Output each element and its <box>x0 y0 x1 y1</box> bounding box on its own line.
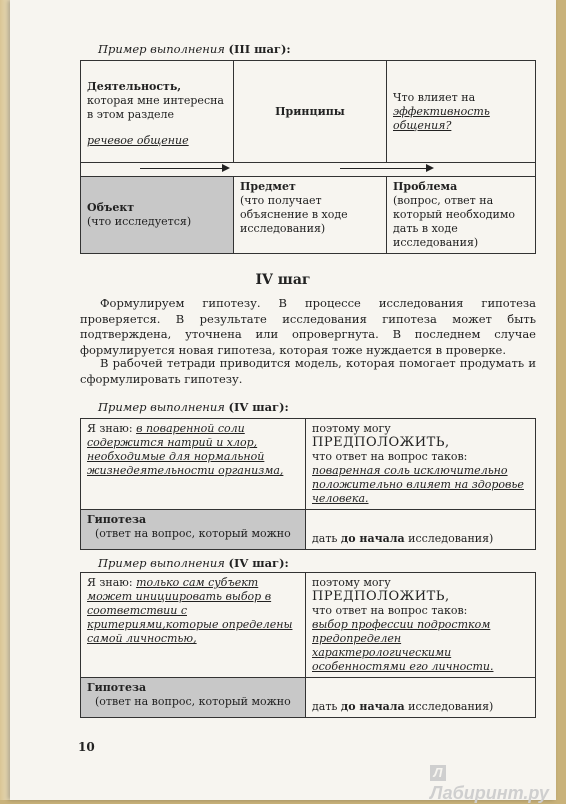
know-cell <box>81 573 306 678</box>
suppose-value: выбор профессии подростком предопределен характерологическими особенностями его личности. <box>312 618 494 673</box>
subject-description: (что получает объяснение в ходе исследования) <box>240 194 348 235</box>
suppose-cell <box>306 573 536 678</box>
subject-cell <box>234 177 387 254</box>
know-prefix: Я знаю: <box>87 576 133 589</box>
subject-label: Предмет <box>240 180 296 193</box>
suppose-intro: что ответ на вопрос таков: <box>312 450 468 463</box>
give-prefix: дать <box>312 700 338 713</box>
problem-description: (вопрос, ответ на который необходимо дать в ходе исследования) <box>393 194 516 249</box>
step4-paragraph-2: В рабочей тетради приводится модель, которая помогает продумать и сформулировать гипотезу. <box>80 356 536 386</box>
watermark-logo-icon: Л <box>430 765 446 781</box>
watermark-text: Лабиринт.ру <box>430 783 549 803</box>
object-label: Объект <box>87 201 135 214</box>
hypothesis-cell <box>81 678 306 718</box>
caption-step: (IV шаг): <box>228 556 289 570</box>
suppose-keyword: ПРЕДПОЛОЖИТЬ, <box>312 435 450 450</box>
step3-table <box>80 60 536 254</box>
caption-step3 <box>98 42 291 56</box>
activity-label: Деятельность, <box>87 80 182 93</box>
step4-paragraph-1: Формулируем гипотезу. В процессе исследования гипотеза проверяется. В результате исследования гипотеза может быть подтверждена, уточнена или опровергнута. В последнем случае формулируется новая гипотеза, которая тоже нуждается в проверке. <box>80 296 536 357</box>
principles-cell <box>234 61 387 163</box>
step4a-table <box>80 418 536 550</box>
step4b-table <box>80 572 536 718</box>
give-cell <box>306 510 536 550</box>
know-prefix: Я знаю: <box>87 422 133 435</box>
suppose-keyword: ПРЕДПОЛОЖИТЬ, <box>312 589 450 604</box>
step4-heading: IV шаг <box>255 272 311 288</box>
give-suffix: исследования) <box>408 700 494 713</box>
hypothesis-label: Гипотеза <box>87 681 147 694</box>
suppose-cell <box>306 419 536 510</box>
give-bold: до начала <box>340 532 405 545</box>
caption-step4a <box>98 400 289 414</box>
give-bold: до начала <box>340 700 405 713</box>
caption-text: Пример выполнения <box>98 400 225 414</box>
influence-cell <box>387 61 536 163</box>
know-cell <box>81 419 306 510</box>
principles-label: Принципы <box>275 104 345 118</box>
arrow-row <box>81 163 536 177</box>
caption-text: Пример выполнения <box>98 556 225 570</box>
know-value: только сам субъект может инициировать выбор в соответствии с критериями,которые определены самой личностью, <box>87 576 293 645</box>
suppose-intro: что ответ на вопрос таков: <box>312 604 468 617</box>
problem-label: Проблема <box>393 180 458 193</box>
object-description: (что исследуется) <box>87 215 192 228</box>
give-suffix: исследования) <box>408 532 494 545</box>
suppose-prefix: поэтому могу <box>312 576 391 589</box>
caption-step: (IV шаг): <box>228 400 289 414</box>
arrow-1 <box>140 168 228 169</box>
problem-cell <box>387 177 536 254</box>
influence-prefix: Что влияет на <box>393 90 476 104</box>
watermark <box>430 762 556 804</box>
book-page <box>10 0 556 803</box>
suppose-prefix: поэтому могу <box>312 422 391 435</box>
object-cell <box>81 177 234 254</box>
give-prefix: дать <box>312 532 338 545</box>
hypothesis-description: (ответ на вопрос, который можно <box>95 695 291 708</box>
caption-text: Пример выполнения <box>98 42 225 56</box>
caption-step4b <box>98 556 289 570</box>
influence-value: эффективность общения? <box>393 104 490 132</box>
suppose-value: поваренная соль исключительно положительно влияет на здоровье человека. <box>312 464 524 505</box>
know-value: в поваренной соли содержится натрий и хлор, необходимые для нормальной жизнедеятельности организма, <box>87 422 284 477</box>
hypothesis-description: (ответ на вопрос, который можно <box>95 527 291 540</box>
hypothesis-label: Гипотеза <box>87 513 147 526</box>
hypothesis-cell <box>81 510 306 550</box>
give-cell <box>306 678 536 718</box>
activity-value: речевое общение <box>87 134 189 147</box>
activity-description: которая мне интересна в этом разделе <box>87 94 224 121</box>
page-number: 10 <box>78 740 95 754</box>
caption-step: (III шаг): <box>228 42 291 56</box>
arrow-2 <box>340 168 432 169</box>
activity-cell <box>81 61 234 163</box>
